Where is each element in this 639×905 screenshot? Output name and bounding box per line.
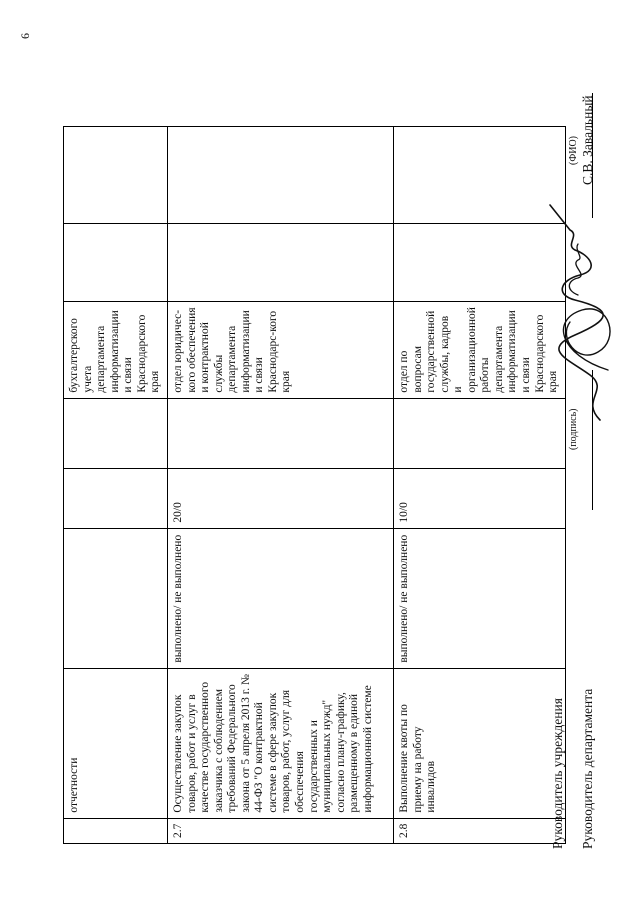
cell-unit: выполнено/ не выполнено [393, 528, 565, 668]
cell-responsible: бухгалтерского учета департамента информатизации и связи Краснодарского края [64, 302, 168, 399]
table-row [64, 127, 168, 844]
cell-extra [167, 398, 393, 468]
fio-caption: (ФИО) [568, 135, 579, 165]
cell-col7 [167, 224, 393, 302]
cell-responsible: отдел по вопросам государственной службы, кадров и организационной работы департамента информатизации и связи Краснодарского края [393, 302, 565, 399]
cell-num [64, 818, 168, 843]
signatory-name: С.В. Завальный [580, 95, 595, 185]
cell-num: 2.7 [167, 818, 393, 843]
cell-name: Осуществление закупок товаров, работ и услуг в качестве государственного заказчика с соблюдением требований Федерального закона от 5 апреля 2013 г. № 44-ФЗ "О контрактной системе в сфере закупок товаров, работ, услуг для обеспечения государственных и муниципальных нужд" согласно плану-графику, размещенному в единой информационной системе [167, 668, 393, 818]
cell-num: 2.8 [393, 818, 565, 843]
cell-value: 20/0 [167, 468, 393, 528]
page-number: 6 [18, 33, 32, 39]
cell-name: Выполнение квоты по приему на работу инвалидов [393, 668, 565, 818]
cell-responsible: отдел юридичес-кого обеспечения и контрактной службы департамента информатизации и связи Краснодарс-кого края [167, 302, 393, 399]
cell-unit [64, 528, 168, 668]
institution-head-label: Руководитель учреждения [550, 698, 565, 849]
department-head-label: Руководитель департамента [580, 688, 595, 849]
cell-unit: выполнено/ не выполнено [167, 528, 393, 668]
cell-value [64, 468, 168, 528]
handwritten-signature [520, 200, 630, 430]
cell-col8 [167, 127, 393, 224]
cell-extra [64, 398, 168, 468]
table-row [167, 127, 393, 844]
report-table [63, 126, 566, 844]
cell-col8 [64, 127, 168, 224]
cell-name: отчетности [64, 668, 168, 818]
signature-caption: (подпись) [568, 408, 579, 450]
cell-col7 [64, 224, 168, 302]
cell-value: 10/0 [393, 468, 565, 528]
